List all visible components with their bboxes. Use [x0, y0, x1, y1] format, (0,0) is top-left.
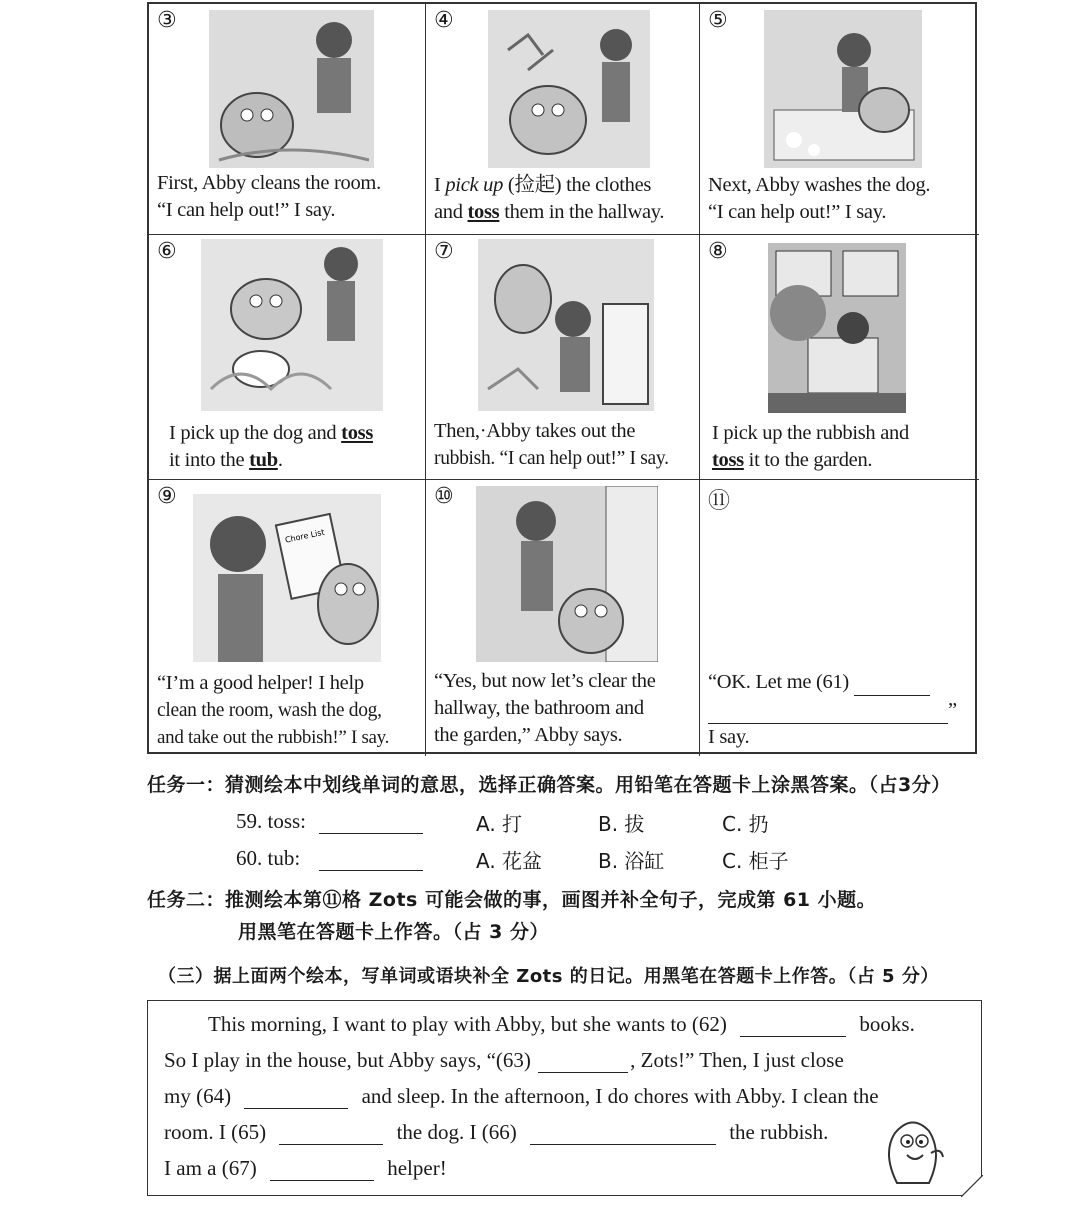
option-c[interactable]: C. 扔	[722, 812, 769, 836]
blank-65[interactable]	[279, 1119, 383, 1145]
caption-text: (捡起) the clothes	[503, 174, 652, 196]
question-label: 60. tub:	[236, 846, 301, 870]
caption-line: “Yes, but now let’s clear the	[434, 670, 656, 692]
option-b[interactable]: B. 浴缸	[598, 849, 665, 873]
diary-text: This morning, I want to play with Abby, but she wants to (62)	[208, 1012, 727, 1036]
diary-text: the rubbish.	[729, 1120, 829, 1144]
answer-blank-60[interactable]	[319, 845, 423, 871]
panel-number: ⑪	[708, 489, 731, 514]
caption-text: I	[434, 174, 446, 196]
diary-text: books.	[859, 1012, 915, 1036]
caption-line: hallway, the bathroom and	[434, 697, 644, 719]
diary-line-2	[164, 1047, 844, 1073]
panel-caption	[157, 670, 419, 751]
task-2-instruction: 任务二：推测绘本第⑪格 Zots 可能会做的事，画图并补全句子，完成第 61 小题。	[147, 889, 877, 911]
caption-line: I pick up the rubbish and	[712, 422, 909, 444]
question-label: 59. toss:	[236, 809, 307, 833]
diary-text: , Zots!” Then, I just close	[630, 1048, 844, 1072]
caption-text: I pick up the dog and	[169, 422, 342, 444]
caption-line: rubbish. “I can help out!” I say.	[434, 448, 669, 469]
blank-61b[interactable]	[708, 696, 948, 724]
zots-character-icon	[877, 1113, 947, 1185]
underlined-word-toss: toss	[467, 201, 500, 223]
panel-caption	[712, 420, 973, 474]
caption-italic: pick up	[445, 174, 504, 196]
panel-caption	[434, 668, 693, 749]
panel-caption	[434, 418, 693, 472]
panel-caption	[708, 172, 973, 226]
caption-line: and take out the rubbish!” I say.	[157, 727, 390, 748]
panel-7	[426, 235, 700, 480]
caption-line: First, Abby cleans the room.	[157, 172, 381, 194]
caption-text: .	[277, 449, 283, 471]
diary-text: So I play in the house, but Abby says, “(63)	[164, 1048, 531, 1072]
caption-text: “OK. Let me (61)	[708, 671, 849, 693]
blank-66[interactable]	[530, 1119, 716, 1145]
panel-number: ⑤	[708, 8, 728, 33]
diary-text: and sleep. In the afternoon, I do chores with Abby. I clean the	[361, 1084, 879, 1108]
illustration-chore-list	[193, 494, 381, 662]
panel-number: ⑩	[434, 484, 454, 509]
panel-number: ⑦	[434, 239, 454, 264]
diary-line-4	[164, 1119, 828, 1145]
illustration-toss-rubbish-to-garden	[768, 243, 906, 413]
underlined-word-tub: tub	[249, 449, 278, 471]
panel-8	[700, 235, 979, 480]
comic-grid	[147, 2, 977, 754]
illustration-abby-washes-dog	[764, 10, 922, 168]
caption-line: the garden,” Abby says.	[434, 724, 623, 746]
caption-line: “I can help out!” I say.	[708, 201, 887, 223]
illustration-abby-takes-out-rubbish	[478, 239, 654, 411]
diary-line-3	[164, 1083, 879, 1109]
diary-line-5	[164, 1155, 447, 1181]
caption-text: it into the	[169, 449, 250, 471]
panel-caption	[157, 170, 419, 224]
blank-64[interactable]	[244, 1083, 348, 1109]
section-3-instruction: （三）据上面两个绘本，写单词或语块补全 Zots 的日记。用黑笔在答题卡上作答。（占 5 分）	[158, 966, 939, 987]
panel-number: ④	[434, 8, 454, 33]
panel-5	[700, 4, 979, 235]
caption-text: it to the garden.	[743, 449, 873, 471]
panel-4	[426, 4, 700, 235]
caption-line: clean the room, wash the dog,	[157, 700, 382, 721]
option-a[interactable]: A. 打	[476, 812, 523, 836]
panel-11	[700, 480, 979, 756]
option-c[interactable]: C. 柜子	[722, 849, 789, 873]
blank-62[interactable]	[740, 1011, 846, 1037]
panel-caption	[169, 420, 419, 474]
page-curl-icon	[961, 1175, 983, 1197]
question-59	[236, 808, 836, 834]
caption-text: and	[434, 201, 468, 223]
answer-blank-59[interactable]	[319, 808, 423, 834]
caption-line: Next, Abby washes the dog.	[708, 174, 931, 196]
illustration-abby-cleans-room	[209, 10, 374, 168]
question-60	[236, 845, 836, 871]
task-1-instruction: 任务一：猜测绘本中划线单词的意思，选择正确答案。用铅笔在答题卡上涂黑答案。（占3分）	[147, 774, 951, 796]
option-b[interactable]: B. 拔	[598, 812, 645, 836]
panel-number: ③	[157, 8, 177, 33]
diary-text: my (64)	[164, 1084, 232, 1108]
panel-6	[149, 235, 426, 480]
caption-line: Then,·Abby takes out the	[434, 420, 636, 442]
illustration-toss-dog-into-tub	[201, 239, 383, 411]
panel-number: ⑧	[708, 239, 728, 264]
caption-line: I say.	[708, 726, 750, 748]
panel-number: ⑨	[157, 484, 177, 509]
diary-text: I am a (67)	[164, 1156, 257, 1180]
panel-10	[426, 480, 700, 756]
underlined-word-toss: toss	[712, 449, 744, 471]
panel-caption	[708, 668, 973, 751]
illustration-toss-clothes	[488, 10, 650, 168]
illustration-clear-hallway	[476, 486, 658, 662]
option-a[interactable]: A. 花盆	[476, 849, 543, 873]
diary-text: room. I (65)	[164, 1120, 267, 1144]
caption-line: “I’m a good helper! I help	[157, 672, 364, 694]
panel-3	[149, 4, 426, 235]
blank-61a[interactable]	[854, 668, 930, 696]
task-2-instruction-line2: 用黑笔在答题卡上作答。（占 3 分）	[238, 921, 549, 943]
panel-9	[149, 480, 426, 756]
caption-line: “I can help out!” I say.	[157, 199, 336, 221]
caption-text: ”	[948, 699, 957, 721]
caption-text: them in the hallway.	[499, 201, 665, 223]
chore-list-label: Chore List	[284, 527, 326, 545]
diary-text: the dog. I (66)	[396, 1120, 517, 1144]
underlined-word-toss: toss	[341, 422, 374, 444]
panel-caption	[434, 172, 693, 226]
diary-text: helper!	[387, 1156, 447, 1180]
panel-number: ⑥	[157, 239, 177, 264]
diary-line-1	[208, 1011, 915, 1037]
blank-63[interactable]	[538, 1047, 628, 1073]
zots-diary-box	[147, 1000, 982, 1196]
blank-67[interactable]	[270, 1155, 374, 1181]
